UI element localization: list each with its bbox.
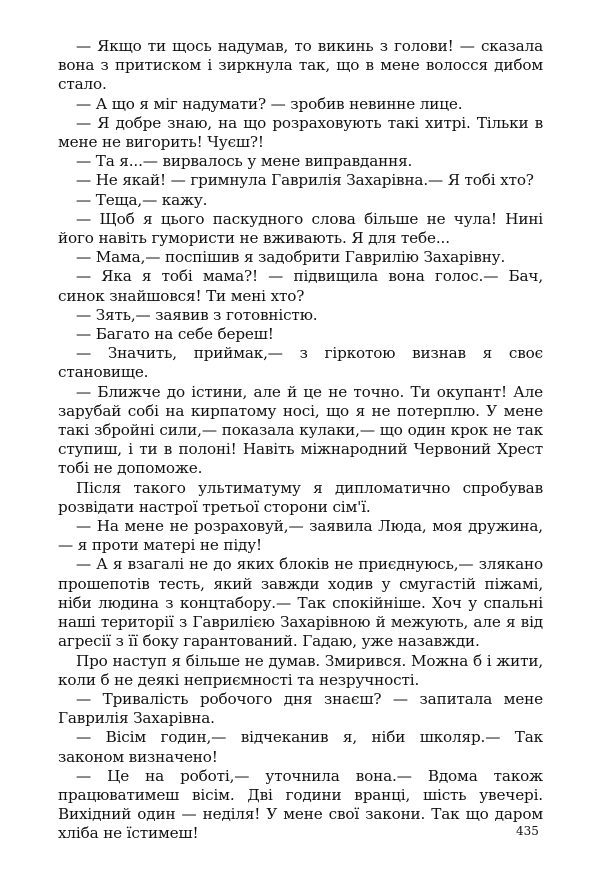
paragraph: — Яка я тобі мама?! — підвищила вона голос.— Бач, синок знайшовся! Ти мені хто? xyxy=(58,267,543,305)
paragraph: — А я взагалі не до яких блоків не приєднуюсь,— злякано прошепотів тесть, який завжди ходив у смугастій піжамі, ніби людина з концтабору.— Так спокійніше. Хоч у спальні наші території з Гаврилією Захарівною й межують, але я від агресії з її боку гарантований. Гадаю, уже назавжди. xyxy=(58,555,543,651)
paragraph: — Зять,— заявив з готовністю. xyxy=(76,305,318,324)
paragraph: — Мама,— поспішив я задобрити Гаврилію Захарівну. xyxy=(76,248,506,267)
paragraph: — Та я...— вирвалось у мене виправдання. xyxy=(76,152,413,171)
paragraph: Після такого ультиматуму я дипломатично спробував розвідати настрої третьої сторони сім'ї. xyxy=(58,478,543,516)
paragraph: — Це на роботі,— уточнила вона.— Вдома також працюватимеш вісім. Дві години вранці, шість увечері. Вихідний один — неділя! У мене свої закони. Так що даром хліба не їстимеш! xyxy=(58,766,543,843)
paragraph: — Не якай! — гримнула Гаврилія Захарівна.— Я тобі хто? xyxy=(76,171,534,190)
paragraph: — Вісім годин,— відчеканив я, ніби школяр.— Так законом визначено! xyxy=(58,728,543,766)
paragraph: — Я добре знаю, на що розраховують такі хитрі. Тільки в мене не вигорить! Чуєш?! xyxy=(58,113,543,152)
paragraph: — Теща,— кажу. xyxy=(76,190,208,209)
page-body xyxy=(58,37,543,844)
paragraph: — Щоб я цього паскудного слова більше не чула! Нині його навіть гумористи не вживають. Я для тебе... xyxy=(58,209,543,248)
paragraph: — На мене не розраховуй,— заявила Люда, моя дружина,— я проти матері не піду! xyxy=(58,517,543,555)
paragraph: — Значить, приймак,— з гіркотою визнав я своє становище. xyxy=(58,344,543,382)
paragraph: — Тривалість робочого дня знаєш? — запитала мене Гаврилія Захарівна. xyxy=(58,689,543,728)
paragraph: — Ближче до істини, але й це не точно. Ти окупант! Але зарубай собі на кирпатому носі, що я не потерплю. У мене такі збройні сили,— показала кулаки,— що один крок не так ступиш, і ти в полоні! Навіть міжнародний Червоний Хрест тобі не допоможе. xyxy=(58,382,543,478)
paragraph: — А що я міг надумати? — зробив невинне лице. xyxy=(76,94,463,113)
paragraph: — Якщо ти щось надумав, то викинь з голови! — сказала вона з притиском і зиркнула так, що в мене волосся дибом стало. xyxy=(58,37,543,94)
page-number: 435 xyxy=(516,824,539,838)
paragraph: — Багато на себе береш! xyxy=(76,325,274,344)
paragraph: Про наступ я більше не думав. Змирився. Можна б і жити, коли б не деякі неприємності та незручності. xyxy=(58,651,543,689)
